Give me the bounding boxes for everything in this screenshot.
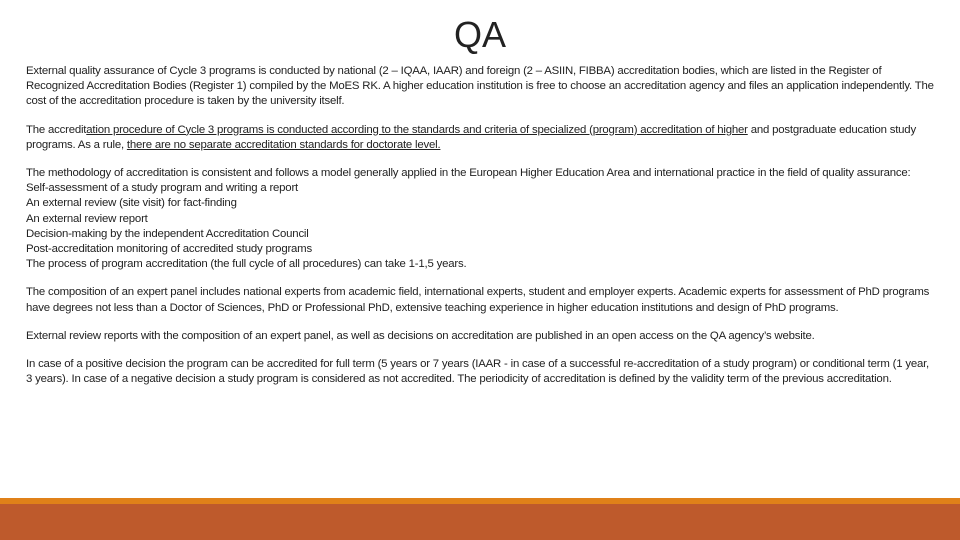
paragraph-decision: In case of a positive decision the program can be accredited for full term (5 years or 7 years (IAAR - in case of a successful re-accreditation of a study program) or conditional term (1 year, 3 years). In case of a negative decision a study program is considered as not accredited. The periodicity of accreditation is defined by the validity term of the previous accreditation. bbox=[26, 358, 930, 386]
paragraph-procedure bbox=[26, 123, 936, 153]
methodology-intro: The methodology of accreditation is consistent and follows a model generally applied in the European Higher Education Area and international practice in the field of quality assurance: bbox=[26, 167, 911, 180]
paragraph-external-qa: External quality assurance of Cycle 3 programs is conducted by national (2 – IQAA, IAAR) and foreign (2 – ASIIN, FIBBA) accreditation bodies, which are listed in the Register of Recognized Accreditation Bodies (Register 1) compiled by the MoES RK. A higher education institution is free to choose an accreditation agency and files an application independently. The cost of the accreditation procedure is taken by the university itself. bbox=[26, 65, 934, 108]
methodology-step: The process of program accreditation (the full cycle of all procedures) can take 1-1,5 years. bbox=[26, 258, 467, 271]
text: and postgraduate education study programs. As a rule, bbox=[26, 123, 916, 151]
footer-bar bbox=[0, 504, 960, 540]
paragraph-expert-panel: The composition of an expert panel includes national experts from academic field, international experts, student and employer experts. Academic experts for assessment of PhD programs have degrees not less than a Doctor of Sciences, PhD or Professional PhD, extensive teaching experience in higher education institutions and design of PhD programs. bbox=[26, 286, 930, 314]
methodology-step: Self-assessment of a study program and writing a report bbox=[26, 182, 298, 195]
underlined-text: ation procedure of Cycle 3 programs is conducted according to the standards and criteria of specialized (program) accreditation of higher bbox=[86, 123, 748, 136]
paragraph-methodology bbox=[26, 166, 936, 272]
underlined-text: there are no separate accreditation standards for doctorate level. bbox=[126, 138, 441, 151]
methodology-step: Post-accreditation monitoring of accredited study programs bbox=[26, 243, 312, 256]
paragraph-reports: External review reports with the composition of an expert panel, as well as decisions on accreditation are published in an open access on the QA agency’s website. bbox=[26, 329, 815, 342]
methodology-step: Decision-making by the independent Accreditation Council bbox=[26, 227, 309, 240]
text: The accredit bbox=[26, 123, 87, 136]
methodology-step: An external review report bbox=[26, 212, 148, 225]
methodology-step: An external review (site visit) for fact-finding bbox=[26, 197, 237, 210]
slide-title: QA bbox=[453, 14, 506, 55]
slide-body bbox=[26, 64, 936, 400]
